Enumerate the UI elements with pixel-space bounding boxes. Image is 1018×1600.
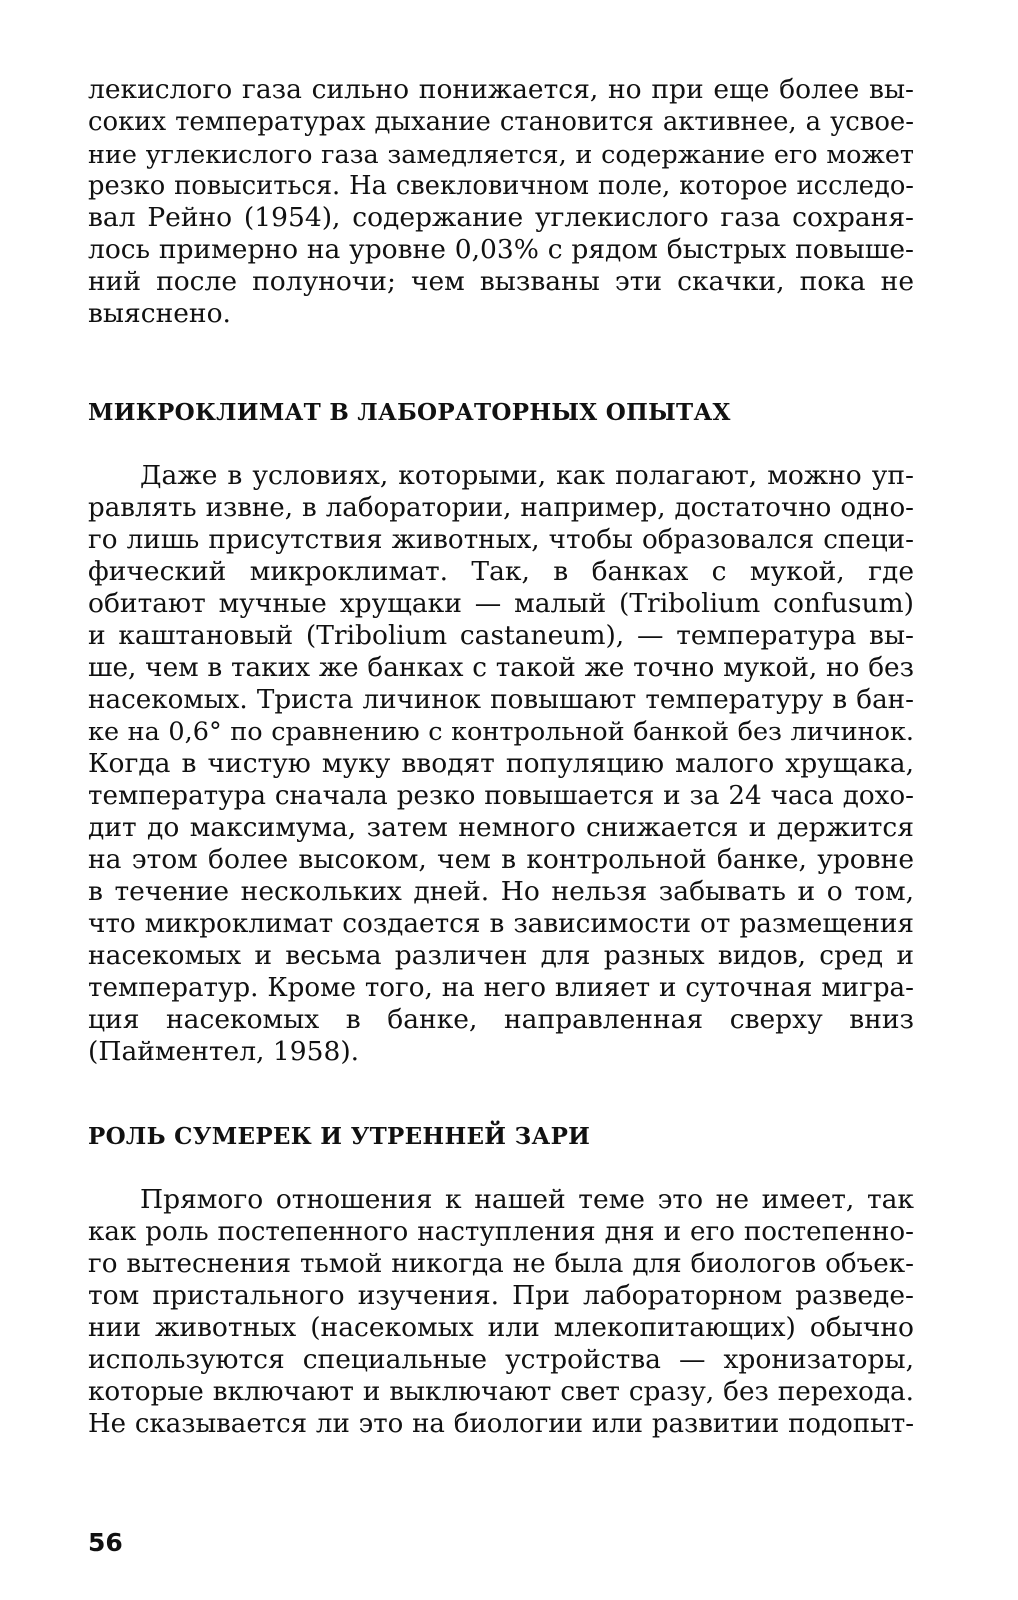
paragraph-lab-microclimate [88, 460, 914, 1068]
text-line: лось примерно на уровне 0,03% с рядом быстрых повыше- [88, 234, 914, 265]
text-line: выяснено. [88, 298, 231, 329]
text-line: которые включают и выключают свет сразу, без перехода. [88, 1377, 914, 1407]
text-line: на этом более высоком, чем в контрольной банке, уровне [88, 844, 914, 875]
text-line: го лишь присутствия животных, чтобы образовался специ- [88, 525, 914, 555]
text-line: ние углекислого газа замедляется, и содержание его может [88, 139, 914, 169]
text-line: температура сначала резко повышается и за 24 часа дохо- [88, 781, 914, 811]
text-line: лекислого газа сильно понижается, но при еще более вы- [88, 74, 914, 105]
text-line: вал Рейно (1954), содержание углекислого газа сохраня- [88, 202, 914, 233]
text-line: ке на 0,6° по сравнению с контрольной банкой без личинок. [88, 717, 914, 747]
text-line: ний после полуночи; чем вызваны эти скачки, пока не [88, 266, 914, 297]
text-line: температур. Кроме того, на него влияет и суточная мигра- [88, 973, 914, 1003]
text-line: насекомых и весьма различен для разных видов, сред и [88, 940, 914, 971]
text-line: (Пайментел, 1958). [88, 1036, 360, 1067]
section-heading-microclimate: МИКРОКЛИМАТ В ЛАБОРАТОРНЫХ ОПЫТАХ [88, 399, 731, 426]
text-line: нии животных (насекомых или млекопитающих) обычно [88, 1312, 914, 1343]
text-line: и каштановый (Tribolium castaneum), — температура вы- [88, 620, 914, 651]
text-line: го вытеснения тьмой никогда не была для биологов объек- [88, 1249, 914, 1279]
text-line: Даже в условиях, которыми, как полагают, можно уп- [140, 460, 914, 491]
page-number: 56 [88, 1528, 123, 1557]
text-line: как роль постепенного наступления дня и его постепенно- [88, 1217, 914, 1247]
text-line: равлять извне, в лаборатории, например, достаточно одно- [88, 493, 914, 523]
text-line: что микроклимат создается в зависимости от размещения [88, 909, 914, 939]
text-line: ше, чем в таких же банках с такой же точно мукой, но без [88, 653, 914, 683]
section-heading-twilight: РОЛЬ СУМЕРЕК И УТРЕННЕЙ ЗАРИ [88, 1123, 591, 1150]
text-line: обитают мучные хрущаки — малый (Tribolium confusum) [88, 588, 914, 619]
text-line: резко повыситься. На свекловичном поле, которое исследо- [88, 171, 914, 201]
text-line: том пристального изучения. При лабораторном разведе- [88, 1280, 914, 1311]
text-line: насекомых. Триста личинок повышают температуру в бан- [88, 685, 914, 715]
text-line: используются специальные устройства — хронизаторы, [88, 1344, 914, 1375]
paragraph-twilight-role [88, 1184, 914, 1440]
text-line: Прямого отношения к нашей теме это не имеет, так [140, 1184, 914, 1215]
text-line: фический микроклимат. Так, в банках с мукой, где [88, 556, 914, 587]
paragraph-co2-continuation [88, 74, 914, 330]
text-line: в течение нескольких дней. Но нельзя забывать и о том, [88, 876, 914, 907]
text-line: дит до максимума, затем немного снижается и держится [88, 812, 914, 843]
text-line: ция насекомых в банке, направленная сверху вниз [88, 1004, 914, 1035]
text-line: Когда в чистую муку вводят популяцию малого хрущака, [88, 748, 914, 779]
text-line: Не сказывается ли это на биологии или развитии подопыт- [88, 1409, 914, 1439]
text-line: соких температурах дыхание становится активнее, а усвое- [88, 107, 914, 137]
